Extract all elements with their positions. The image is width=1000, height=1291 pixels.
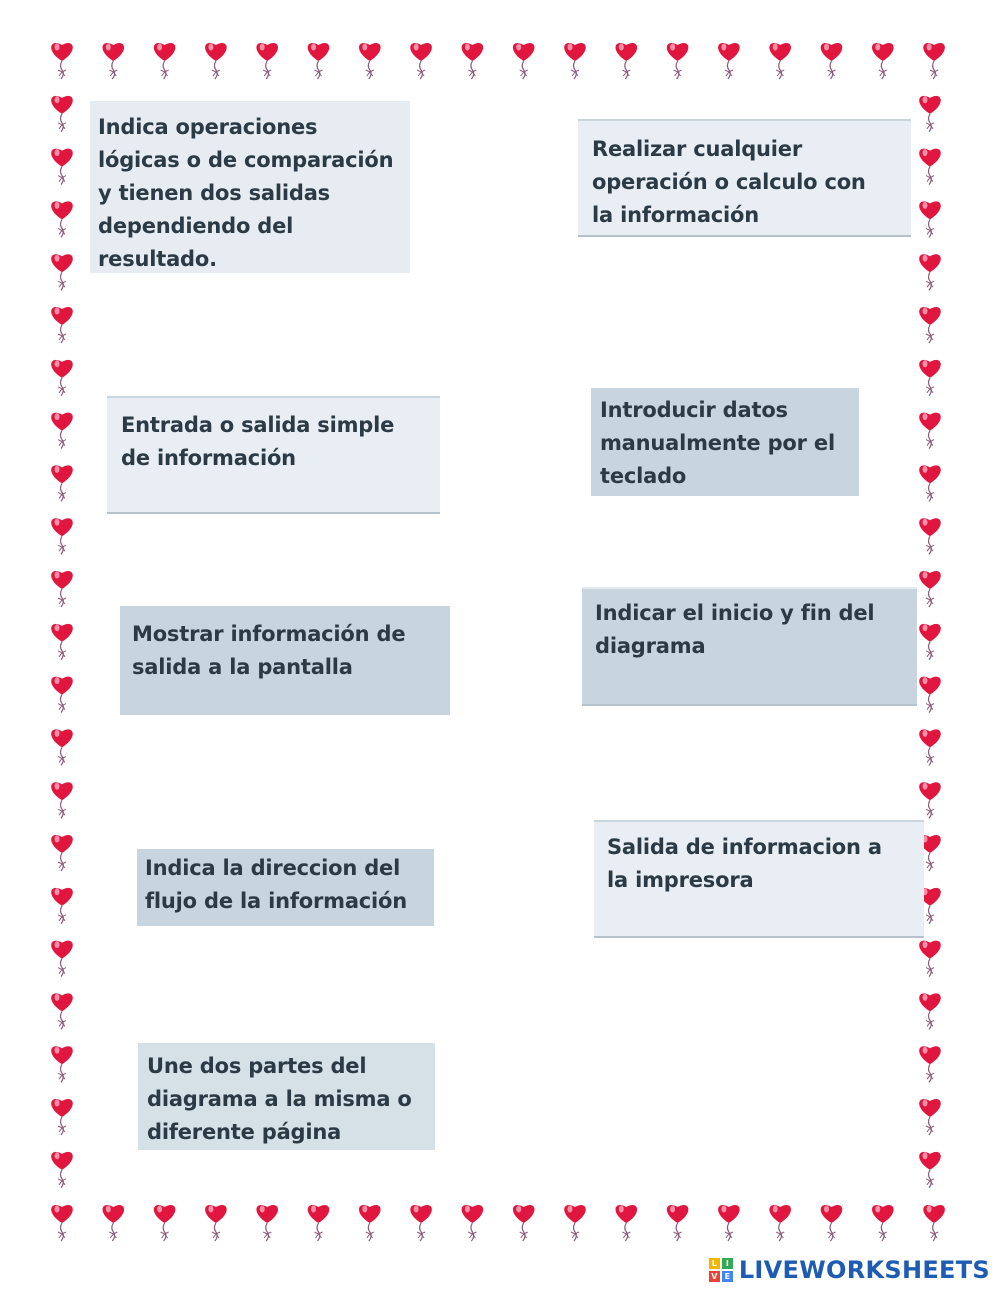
heart-balloon-icon [919,1152,941,1188]
heart-balloon-icon [919,677,941,713]
heart-balloon-icon [919,518,941,554]
heart-balloon-icon [667,1205,689,1241]
heart-balloon-icon [919,254,941,290]
heart-balloon-icon [919,1099,941,1135]
heart-balloon-icon [919,571,941,607]
card-connector[interactable]: Une dos partes del diagrama a la misma o diferente página [138,1043,435,1150]
card-logical-operations[interactable]: Indica operaciones lógicas o de comparación y tienen dos salidas dependiendo del resultado. [90,101,410,273]
heart-balloon-icon [51,149,73,185]
logo-letter: E [722,1271,733,1282]
logo-letter: L [709,1258,720,1269]
heart-balloon-icon [51,835,73,871]
heart-balloon-icon [513,43,535,79]
heart-balloon-icon [359,1205,381,1241]
heart-balloon-icon [308,1205,330,1241]
card-manual-input[interactable]: Introducir datos manualmente por el teclado [591,388,859,496]
heart-balloon-icon [919,729,941,765]
heart-balloon-icon [51,307,73,343]
liveworksheets-logo-icon [709,1258,733,1282]
heart-balloon-icon [103,43,125,79]
heart-balloon-icon [919,96,941,132]
heart-balloon-icon [51,43,73,79]
heart-balloon-icon [154,1205,176,1241]
heart-balloon-icon [256,1205,278,1241]
heart-balloon-icon [359,43,381,79]
heart-balloon-icon [769,1205,791,1241]
heart-balloon-icon [51,518,73,554]
heart-balloon-icon [513,1205,535,1241]
heart-balloon-icon [308,43,330,79]
heart-balloon-icon [872,1205,894,1241]
heart-balloon-icon [919,149,941,185]
heart-balloon-icon [462,1205,484,1241]
heart-balloon-icon [919,360,941,396]
heart-balloon-icon [919,465,941,501]
heart-balloon-icon [919,624,941,660]
heart-balloon-icon [256,43,278,79]
card-input-output[interactable]: Entrada o salida simple de información [107,396,440,514]
heart-balloon-icon [923,1205,945,1241]
heart-balloon-icon [51,465,73,501]
heart-balloon-icon [51,677,73,713]
heart-balloon-icon [923,43,945,79]
heart-balloon-icon [51,1099,73,1135]
heart-balloon-icon [919,941,941,977]
heart-balloon-icon [821,1205,843,1241]
heart-balloon-icon [51,1046,73,1082]
heart-balloon-icon [667,43,689,79]
heart-balloon-icon [51,782,73,818]
heart-balloon-icon [51,729,73,765]
brand-name: LIVEWORKSHEETS [738,1256,990,1284]
card-flow-direction[interactable]: Indica la direccion del flujo de la información [137,849,434,926]
heart-balloon-icon [919,307,941,343]
heart-balloon-icon [51,888,73,924]
logo-letter: I [722,1258,733,1269]
card-display-output[interactable]: Mostrar información de salida a la pantalla [120,606,450,715]
heart-balloon-icon [205,43,227,79]
heart-balloon-icon [410,1205,432,1241]
heart-balloon-icon [872,43,894,79]
heart-balloon-icon [718,1205,740,1241]
heart-balloon-icon [51,993,73,1029]
heart-balloon-icon [718,43,740,79]
heart-balloon-icon [410,43,432,79]
heart-balloon-icon [919,1046,941,1082]
heart-balloon-icon [616,1205,638,1241]
heart-balloon-icon [769,43,791,79]
heart-balloon-icon [821,43,843,79]
heart-balloon-icon [51,201,73,237]
heart-balloon-icon [919,413,941,449]
heart-balloon-icon [51,1152,73,1188]
heart-balloon-icon [51,624,73,660]
heart-balloon-icon [51,413,73,449]
heart-balloon-icon [51,941,73,977]
heart-balloon-icon [564,43,586,79]
logo-letter: V [709,1271,720,1282]
heart-balloon-icon [51,96,73,132]
liveworksheets-footer [709,1253,990,1287]
heart-balloon-icon [154,43,176,79]
card-printer-output[interactable]: Salida de informacion a la impresora [594,820,924,938]
card-start-end[interactable]: Indicar el inicio y fin del diagrama [582,587,917,706]
heart-balloon-icon [919,993,941,1029]
heart-balloon-icon [564,1205,586,1241]
heart-balloon-icon [462,43,484,79]
heart-balloon-icon [51,571,73,607]
heart-balloon-icon [919,782,941,818]
heart-balloon-icon [919,201,941,237]
heart-balloon-icon [51,360,73,396]
heart-balloon-icon [51,1205,73,1241]
heart-balloon-icon [205,1205,227,1241]
heart-balloon-icon [616,43,638,79]
card-process[interactable]: Realizar cualquier operación o calculo con la información [578,119,911,237]
heart-balloon-icon [103,1205,125,1241]
heart-balloon-icon [51,254,73,290]
